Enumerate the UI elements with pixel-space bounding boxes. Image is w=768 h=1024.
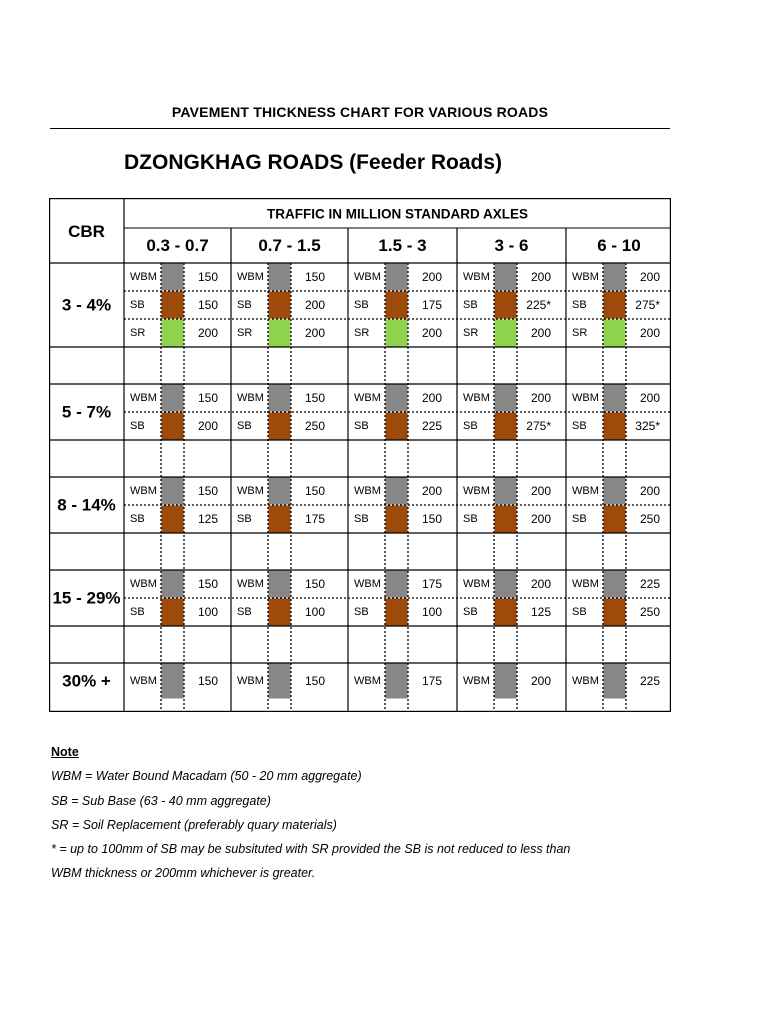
layer-label: SB [130, 299, 145, 311]
layer-color-swatch [386, 264, 408, 291]
thickness-value: 225 [639, 674, 660, 688]
layer-color-swatch [604, 478, 626, 505]
layer-color-swatch [495, 664, 517, 699]
layer-label: SB [572, 513, 587, 525]
thickness-value: 200 [197, 326, 218, 340]
layer-label: SB [572, 299, 587, 311]
layer-label: WBM [130, 675, 157, 687]
layer-label: WBM [463, 578, 490, 590]
layer-label: WBM [463, 271, 490, 283]
layer-color-swatch [162, 599, 184, 626]
thickness-value: 225 [639, 577, 660, 591]
thickness-value: 150 [304, 577, 325, 591]
layer-color-swatch [604, 506, 626, 533]
layer-color-swatch [495, 571, 517, 598]
thickness-value: 175 [421, 298, 442, 312]
traffic-header: TRAFFIC IN MILLION STANDARD AXLES [267, 206, 528, 222]
layer-color-swatch [162, 320, 184, 347]
layer-color-swatch [386, 506, 408, 533]
title-divider [50, 128, 670, 129]
traffic-range-header: 1.5 - 3 [378, 236, 427, 255]
layer-label: SB [130, 606, 145, 618]
thickness-value: 200 [530, 512, 551, 526]
thickness-value: 200 [421, 391, 442, 405]
layer-color-swatch [162, 413, 184, 440]
layer-color-swatch [386, 320, 408, 347]
layer-color-swatch [386, 599, 408, 626]
layer-color-swatch [386, 413, 408, 440]
thickness-value: 200 [639, 270, 660, 284]
thickness-value: 175 [304, 512, 325, 526]
layer-color-swatch [604, 599, 626, 626]
layer-label: SB [354, 513, 369, 525]
layer-color-swatch [495, 320, 517, 347]
thickness-value: 200 [530, 270, 551, 284]
layer-color-swatch [495, 599, 517, 626]
note-line: * = up to 100mm of SB may be subsituted with SR provided the SB is not reduced to less than [51, 842, 571, 857]
layer-label: WBM [354, 271, 381, 283]
layer-color-swatch [269, 292, 291, 319]
note-line: WBM = Water Bound Macadam (50 - 20 mm aggregate) [51, 769, 362, 784]
thickness-value: 100 [421, 605, 442, 619]
thickness-value: 200 [530, 326, 551, 340]
thickness-value: 125 [197, 512, 218, 526]
thickness-value: 275* [635, 298, 660, 312]
layer-label: WBM [130, 271, 157, 283]
layer-color-swatch [269, 571, 291, 598]
layer-color-swatch [604, 413, 626, 440]
layer-label: WBM [237, 675, 264, 687]
layer-color-swatch [604, 385, 626, 412]
layer-color-swatch [604, 664, 626, 699]
traffic-range-header: 6 - 10 [597, 236, 641, 255]
thickness-value: 150 [197, 270, 218, 284]
layer-color-swatch [495, 264, 517, 291]
thickness-value: 150 [197, 484, 218, 498]
thickness-value: 125 [530, 605, 551, 619]
layer-color-swatch [269, 320, 291, 347]
layer-color-swatch [162, 571, 184, 598]
thickness-value: 150 [197, 674, 218, 688]
layer-label: SB [237, 513, 252, 525]
note-line: SB = Sub Base (63 - 40 mm aggregate) [51, 793, 271, 808]
thickness-value: 175 [421, 674, 442, 688]
layer-label: SB [130, 513, 145, 525]
layer-label: WBM [463, 485, 490, 497]
layer-label: WBM [237, 271, 264, 283]
layer-label: WBM [572, 271, 599, 283]
layer-label: SR [130, 327, 146, 339]
layer-label: SB [130, 420, 145, 432]
thickness-value: 200 [421, 484, 442, 498]
layer-label: WBM [463, 392, 490, 404]
notes-section [51, 740, 570, 886]
layer-color-swatch [162, 664, 184, 699]
layer-label: WBM [130, 578, 157, 590]
thickness-value: 200 [639, 484, 660, 498]
layer-label: WBM [463, 675, 490, 687]
thickness-value: 100 [197, 605, 218, 619]
layer-label: SB [354, 420, 369, 432]
layer-color-swatch [162, 264, 184, 291]
layer-label: WBM [572, 578, 599, 590]
thickness-value: 250 [304, 419, 325, 433]
layer-color-swatch [604, 292, 626, 319]
layer-color-swatch [604, 320, 626, 347]
layer-label: WBM [354, 578, 381, 590]
layer-label: SB [354, 606, 369, 618]
layer-color-swatch [162, 292, 184, 319]
note-line: WBM thickness or 200mm whichever is greater. [51, 866, 316, 881]
layer-color-swatch [269, 506, 291, 533]
layer-color-swatch [269, 664, 291, 699]
thickness-value: 200 [197, 419, 218, 433]
thickness-value: 200 [639, 326, 660, 340]
cbr-header: CBR [68, 222, 105, 241]
thickness-value: 325* [635, 419, 660, 433]
thickness-value: 150 [304, 484, 325, 498]
layer-label: WBM [572, 392, 599, 404]
thickness-value: 200 [639, 391, 660, 405]
thickness-value: 225* [526, 298, 551, 312]
layer-color-swatch [495, 413, 517, 440]
traffic-range-header: 0.7 - 1.5 [258, 236, 321, 255]
layer-color-swatch [269, 478, 291, 505]
layer-color-swatch [269, 413, 291, 440]
section-subtitle: DZONGKHAG ROADS (Feeder Roads) [124, 151, 503, 174]
layer-label: WBM [354, 675, 381, 687]
traffic-range-header: 3 - 6 [494, 236, 529, 255]
layer-color-swatch [495, 385, 517, 412]
thickness-value: 150 [197, 298, 218, 312]
layer-color-swatch [386, 571, 408, 598]
layer-label: SR [354, 327, 370, 339]
layer-color-swatch [386, 292, 408, 319]
layer-color-swatch [269, 385, 291, 412]
layer-label: SB [463, 299, 478, 311]
thickness-value: 200 [421, 270, 442, 284]
layer-color-swatch [495, 478, 517, 505]
thickness-value: 175 [421, 577, 442, 591]
layer-label: SB [237, 299, 252, 311]
layer-label: SB [463, 606, 478, 618]
cbr-range-label: 8 - 14% [57, 495, 116, 515]
layer-label: WBM [237, 485, 264, 497]
layer-color-swatch [604, 264, 626, 291]
thickness-value: 200 [530, 484, 551, 498]
note-line: SR = Soil Replacement (preferably quary materials) [51, 817, 337, 832]
layer-label: WBM [237, 392, 264, 404]
layer-label: WBM [572, 675, 599, 687]
layer-label: SB [463, 513, 478, 525]
thickness-value: 150 [197, 577, 218, 591]
layer-label: SR [237, 327, 253, 339]
layer-color-swatch [495, 506, 517, 533]
layer-label: WBM [354, 392, 381, 404]
layer-label: SB [237, 420, 252, 432]
layer-label: SB [237, 606, 252, 618]
thickness-value: 225 [421, 419, 442, 433]
layer-color-swatch [604, 571, 626, 598]
thickness-value: 200 [304, 326, 325, 340]
thickness-value: 275* [526, 419, 551, 433]
layer-color-swatch [162, 506, 184, 533]
thickness-value: 200 [530, 674, 551, 688]
thickness-value: 100 [304, 605, 325, 619]
layer-label: SR [572, 327, 588, 339]
thickness-value: 150 [197, 391, 218, 405]
layer-color-swatch [386, 664, 408, 699]
layer-color-swatch [162, 385, 184, 412]
thickness-value: 150 [304, 391, 325, 405]
thickness-value: 200 [530, 577, 551, 591]
layer-label: WBM [354, 485, 381, 497]
page-title: PAVEMENT THICKNESS CHART FOR VARIOUS ROADS [171, 104, 549, 120]
thickness-value: 200 [304, 298, 325, 312]
layer-label: WBM [572, 485, 599, 497]
thickness-value: 150 [421, 512, 442, 526]
thickness-value: 150 [304, 674, 325, 688]
note-heading: Note [51, 745, 79, 759]
thickness-value: 150 [304, 270, 325, 284]
layer-label: WBM [237, 578, 264, 590]
layer-color-swatch [386, 478, 408, 505]
cbr-range-label: 5 - 7% [61, 402, 112, 422]
traffic-range-header: 0.3 - 0.7 [146, 236, 209, 255]
thickness-value: 200 [530, 391, 551, 405]
layer-color-swatch [269, 599, 291, 626]
layer-label: SB [572, 606, 587, 618]
cbr-range-label: 3 - 4% [61, 295, 112, 315]
layer-label: SB [463, 420, 478, 432]
layer-label: SB [354, 299, 369, 311]
thickness-value: 250 [639, 512, 660, 526]
layer-color-swatch [269, 264, 291, 291]
layer-color-swatch [495, 292, 517, 319]
cbr-range-label: 15 - 29% [52, 588, 121, 608]
layer-label: WBM [130, 392, 157, 404]
cbr-range-label: 30% + [62, 671, 111, 691]
layer-color-swatch [162, 478, 184, 505]
layer-label: SR [463, 327, 479, 339]
thickness-value: 250 [639, 605, 660, 619]
layer-color-swatch [386, 385, 408, 412]
thickness-value: 200 [421, 326, 442, 340]
layer-label: WBM [130, 485, 157, 497]
layer-label: SB [572, 420, 587, 432]
pavement-thickness-table [49, 198, 671, 712]
